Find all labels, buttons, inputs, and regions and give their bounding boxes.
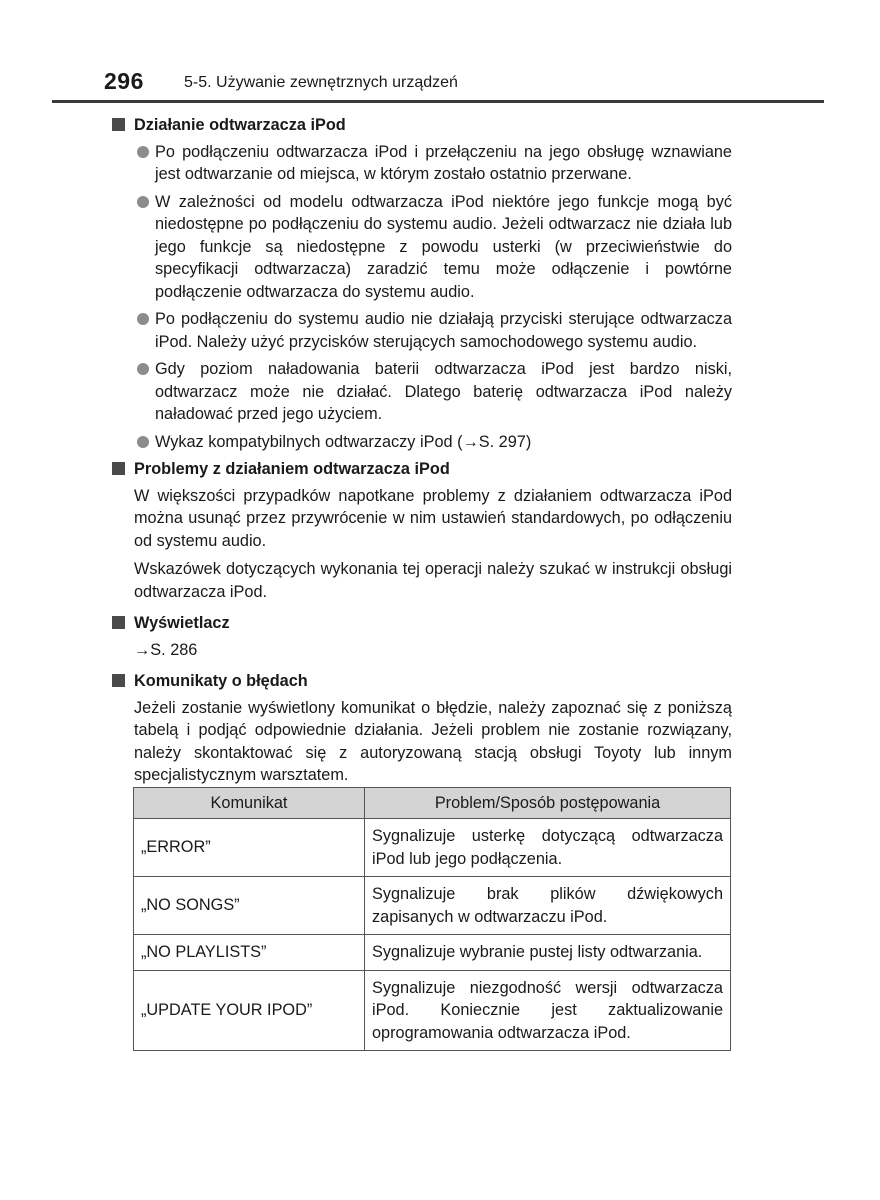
heading-ipod-operation: Działanie odtwarzacza iPod [112,114,732,137]
bullet-dot-icon [137,436,149,448]
heading-square-icon [112,462,125,475]
table-header-row [134,788,731,819]
message-cell: „ERROR” [134,819,365,877]
heading-display: Wyświetlacz [112,612,732,635]
table-row [134,877,731,935]
errors-intro: Jeżeli zostanie wyświetlony komunikat o błędzie, należy zapoznać się z poniższą tabelą i podjąć odpowiednie działania. Jeżeli problem nie zostanie rozwiązany, należy skontaktować się z autoryzowaną stacją obsługi Toyoty lub innym specjalistycznym warsztatem. [134,698,732,784]
display-reference: →S. 286 [134,640,198,659]
message-cell: „NO PLAYLISTS” [134,935,365,971]
bullet-dot-icon [137,146,149,158]
bullet-dot-icon [137,196,149,208]
page-header [104,68,824,102]
message-cell: „NO SONGS” [134,877,365,935]
section-title: 5-5. Używanie zewnętrznych urządzeń [184,74,458,91]
action-cell: Sygnalizuje niezgodność wersji odtwarzacza iPod. Koniecznie jest zaktualizowanie oprogramowania odtwarzacza iPod. [365,970,731,1051]
heading-problems: Problemy z działaniem odtwarzacza iPod [112,458,732,481]
table-row [134,819,731,877]
list-item: Po podłączeniu odtwarzacza iPod i przełączeniu na jego obsługę wznawiane jest odtwarzanie od miejsca, w którym zostało ostatnio przerwane. [134,141,732,186]
heading-errors: Komunikaty o błędach [112,670,732,693]
list-item: Gdy poziom naładowania baterii odtwarzacza iPod jest bardzo niski, odtwarzacz może nie działać. Dlatego baterię odtwarzacza iPod należy naładować przed jego użyciem. [134,358,732,426]
message-cell: „UPDATE YOUR IPOD” [134,970,365,1051]
action-cell: Sygnalizuje brak plików dźwiękowych zapisanych w odtwarzaczu iPod. [365,877,731,935]
error-messages-table [133,787,731,1051]
header-rule [52,100,824,103]
table-row [134,970,731,1051]
list-item: Po podłączeniu do systemu audio nie działają przyciski sterujące odtwarzacza iPod. Należy użyć przycisków sterujących samochodowego systemu audio. [134,308,732,353]
bullet-dot-icon [137,313,149,325]
action-cell: Sygnalizuje wybranie pustej listy odtwarzania. [365,935,731,971]
list-item: Wykaz kompatybilnych odtwarzaczy iPod (→S. 297) [134,431,732,454]
heading-square-icon [112,118,125,131]
page-content [112,114,732,793]
ipod-operation-list [134,141,732,454]
page-number: 296 [104,68,144,94]
column-header-message: Komunikat [134,788,365,819]
problems-paragraph-1: W większości przypadków napotkane problemy z działaniem odtwarzacza iPod można usunąć przez przywrócenie w nim ustawień standardowych, po odłączeniu od systemu audio. [134,486,732,550]
table-row [134,935,731,971]
column-header-action: Problem/Sposób postępowania [365,788,731,819]
action-cell: Sygnalizuje usterkę dotyczącą odtwarzacza iPod lub jego podłączenia. [365,819,731,877]
heading-square-icon [112,674,125,687]
list-item: W zależności od modelu odtwarzacza iPod niektóre jego funkcje mogą być niedostępne po podłączeniu do systemu audio. Jeżeli odtwarzacz nie działa lub jego funkcje są niedostępne z powodu usterki (w przeciwieństwie do specyfikacji odtwarzacza) zaradzić temu może odłączenie i powtórne podłączenie odtwarzacza do systemu audio. [134,191,732,304]
bullet-dot-icon [137,363,149,375]
heading-square-icon [112,616,125,629]
problems-paragraph-2: Wskazówek dotyczących wykonania tej operacji należy szukać w instrukcji obsługi odtwarzacza iPod. [134,560,732,601]
